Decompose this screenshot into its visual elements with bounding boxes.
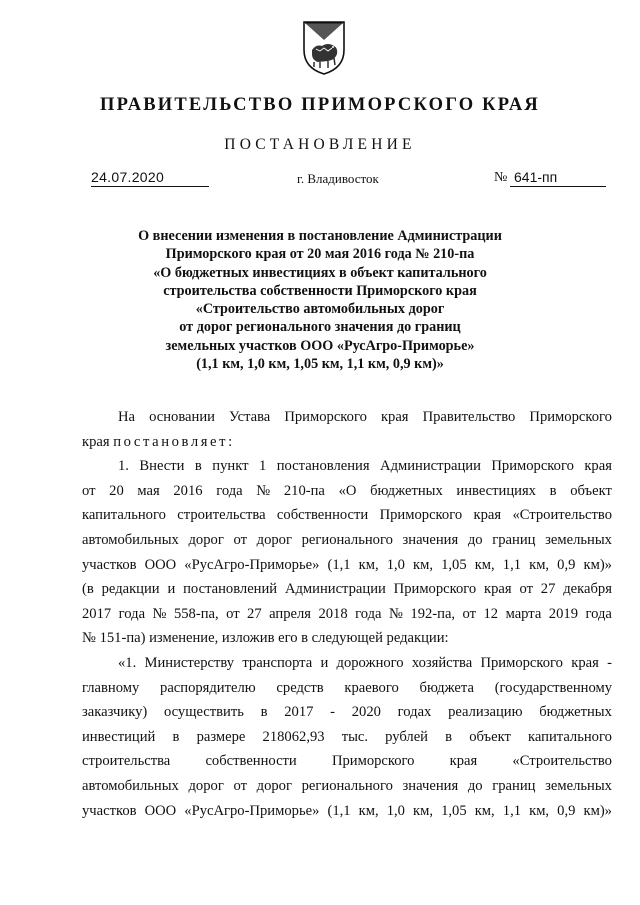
body-line: автомобильных дорог от дорог регионального значения до границ земельных [82, 777, 612, 794]
subject-line: «О бюджетных инвестициях в объект капитального [153, 264, 487, 281]
body-line: главному распорядителю средств краевого бюджета (государственному [82, 679, 612, 696]
body-text-spaced: постановляет: [113, 433, 235, 450]
document-type: ПОСТАНОВЛЕНИЕ [224, 136, 416, 153]
body-line: № 151-па) изменение, изложив его в следующей редакции: [82, 630, 449, 647]
document-subject [0, 227, 640, 373]
body-line: капитального строительства собственности Приморского края «Строительство [82, 507, 612, 524]
body-line: автомобильных дорог от дорог регионального значения до границ земельных [82, 531, 612, 548]
subject-line: О внесении изменения в постановление Администрации [138, 228, 502, 244]
document-number: 641-пп [510, 169, 606, 187]
document-city: г. Владивосток [297, 171, 379, 186]
subject-line: Приморского края от 20 мая 2016 года № 210-па [165, 246, 475, 263]
government-title: ПРАВИТЕЛЬСТВО ПРИМОРСКОГО КРАЯ [99, 95, 540, 115]
body-line: (в редакции и постановлений Администрации Приморского края от 27 декабря [82, 581, 612, 598]
body-line [82, 430, 612, 455]
body-line: На основании Устава Приморского края Правительство Приморского [118, 409, 612, 425]
body-line: 2017 года № 558-па, от 27 апреля 2018 года № 192-па, от 12 марта 2019 года [82, 605, 612, 622]
subject-line: от дорог регионального значения до границ [179, 319, 461, 336]
body-line: инвестиций в размере 218062,93 тыс. рублей в объект капитального [82, 728, 612, 745]
body-line: «1. Министерству транспорта и дорожного хозяйства Приморского края - [118, 654, 612, 671]
document-date: 24.07.2020 [91, 169, 209, 187]
document-body [82, 405, 612, 823]
subject-line: земельных участков ООО «РусАгро-Приморье» [165, 337, 475, 354]
body-line: от 20 мая 2016 года № 210-па «О бюджетных инвестициях в объект [82, 482, 612, 499]
body-line: заказчику) осуществить в 2017 - 2020 годах реализацию бюджетных [82, 704, 612, 721]
subject-line: «Строительство автомобильных дорог [195, 301, 445, 318]
body-line: строительства собственности Приморского края «Строительство [82, 753, 612, 770]
subject-line: строительства собственности Приморского края [163, 282, 477, 299]
body-line: 1. Внести в пункт 1 постановления Администрации Приморского края [118, 458, 612, 475]
primorsky-krai-coat-of-arms-icon [302, 20, 346, 76]
body-line: участков ООО «РусАгро-Приморье» (1,1 км, 1,0 км, 1,05 км, 1,1 км, 0,9 км)» [82, 802, 612, 819]
subject-line: (1,1 км, 1,0 км, 1,05 км, 1,1 км, 0,9 км)» [196, 356, 444, 373]
number-sign: № [494, 170, 508, 185]
body-line: участков ООО «РусАгро-Приморье» (1,1 км, 1,0 км, 1,05 км, 1,1 км, 0,9 км)» [82, 556, 612, 573]
body-text: края [82, 433, 114, 450]
